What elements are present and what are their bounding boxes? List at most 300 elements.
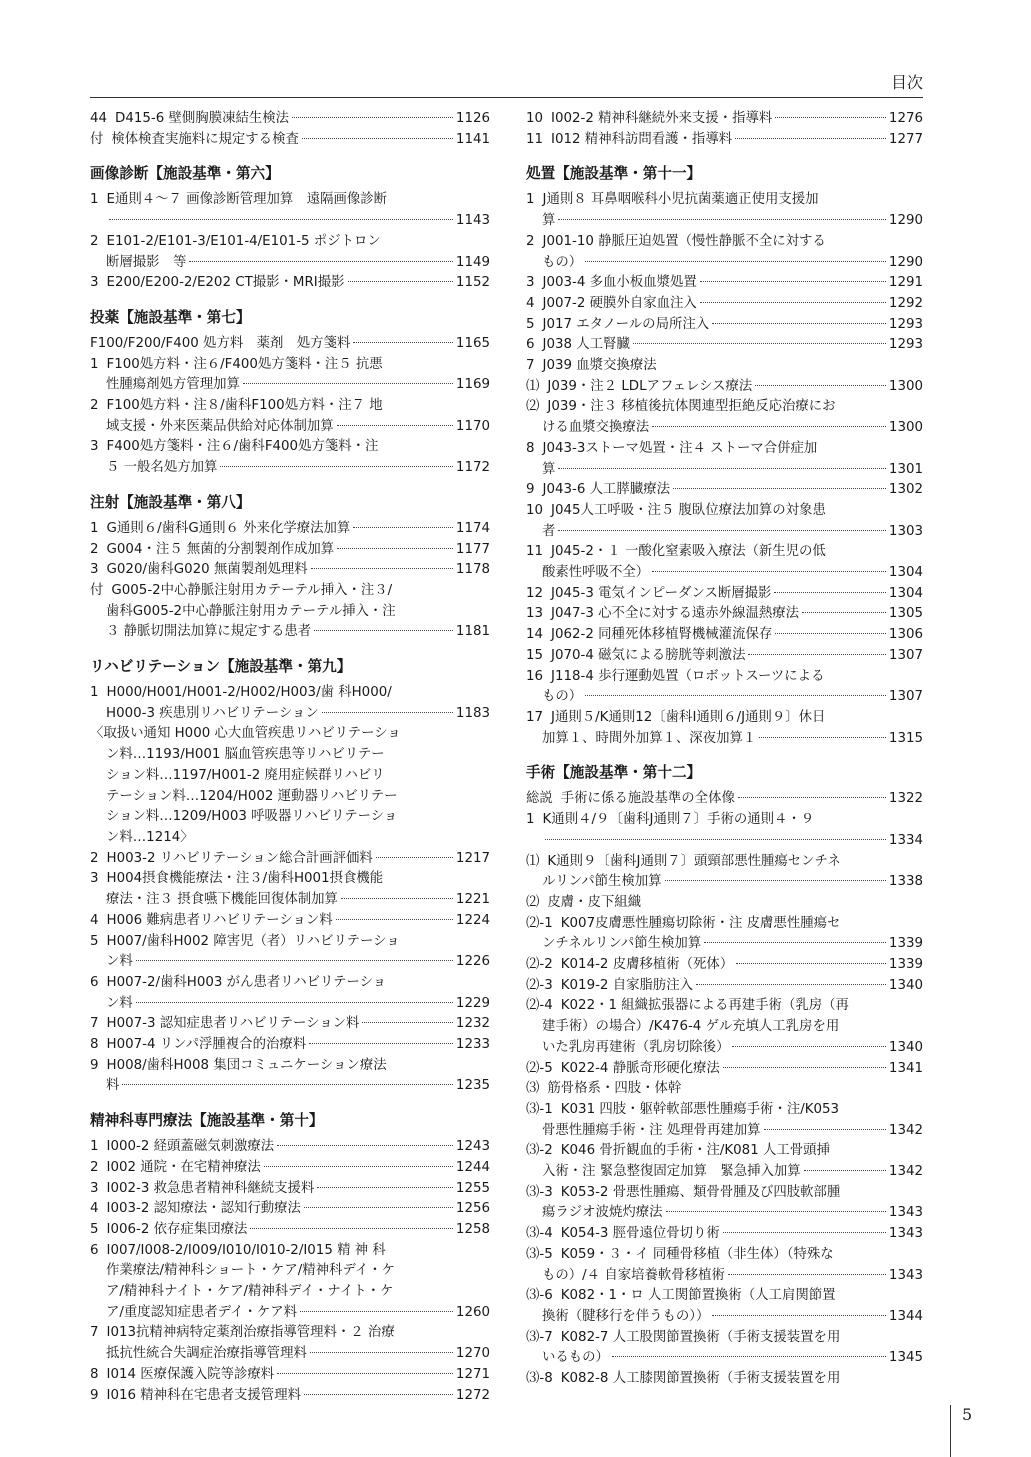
entry-title: ア/精神科ナイト・ケア/精神科デイ・ナイト・ケ	[106, 1284, 394, 1300]
entry-number: ⑵-5	[526, 1060, 553, 1076]
dot-leader	[712, 323, 886, 324]
entry-number: 9	[90, 1387, 99, 1403]
entry-title: H007-3 認知症患者リハビリテーション料	[106, 1016, 360, 1032]
entry-page: 1334	[888, 832, 923, 848]
dot-leader	[264, 1166, 453, 1167]
entry-number: 付	[90, 582, 104, 598]
dot-leader	[362, 1022, 453, 1023]
entry-page: 1304	[888, 585, 923, 601]
entry-title: F400処方箋料・注６/歯科F400処方箋料・注	[106, 439, 379, 455]
toc-entry	[526, 1286, 923, 1307]
entry-page: 1271	[455, 1366, 490, 1382]
entry-number: ⑶-6	[526, 1288, 553, 1304]
entry-title: D415-6 壁側胸膜凍結生検法	[115, 111, 290, 126]
dot-leader	[558, 468, 886, 469]
entry-title: J038 人工腎臓	[542, 337, 630, 353]
entry-title: いた乳房再建術（乳房切除後）	[542, 1039, 730, 1055]
section-heading: 画像診断【施設基準・第六】	[90, 165, 280, 183]
entry-page: 1260	[455, 1304, 490, 1320]
entry-page: 1342	[888, 1164, 923, 1180]
toc-entry	[526, 315, 923, 336]
entry-number: 1	[90, 520, 99, 536]
entry-number: 5	[90, 1221, 99, 1237]
entry-title: J039・注２ LDLアフェレシス療法	[547, 378, 753, 394]
entry-number: 6	[90, 1242, 99, 1258]
toc-entry	[526, 1141, 923, 1162]
entry-title: ルリンパ節生検加算	[542, 874, 662, 890]
entry-title: E通則４～７ 画像診断管理加算 遠隔画像診断	[106, 192, 388, 208]
entry-number: ⑵-4	[526, 998, 553, 1014]
dot-leader	[337, 548, 453, 549]
footer-rule	[950, 1405, 951, 1457]
entry-title: I007/I008-2/I009/I010/I010-2/I015 精 神 科	[106, 1242, 386, 1258]
entry-page: 1178	[455, 562, 490, 578]
toc-entry	[526, 294, 923, 315]
entry-number: 4	[90, 912, 99, 928]
entry-page: 1341	[888, 1060, 923, 1076]
dot-leader	[759, 737, 886, 738]
toc-entry	[90, 683, 490, 704]
dot-leader	[723, 1067, 886, 1068]
dot-leader	[775, 117, 886, 118]
dot-leader	[317, 1187, 453, 1188]
entry-number: ⑶-5	[526, 1246, 553, 1262]
toc-entry	[90, 787, 490, 808]
dot-leader	[304, 1394, 453, 1395]
toc-entry	[90, 253, 490, 274]
entry-number: 14	[526, 627, 544, 643]
dot-leader	[802, 612, 886, 613]
entry-number: 2	[90, 1159, 99, 1175]
dot-leader	[545, 839, 886, 840]
dot-leader	[311, 568, 453, 569]
toc-entry	[90, 334, 490, 355]
toc-entry	[526, 1369, 923, 1390]
entry-number: 9	[526, 482, 535, 498]
toc-entry	[526, 1038, 923, 1059]
toc-entry	[526, 418, 923, 439]
entry-title: 建手術）の場合）/K476-4 ゲル充填人工乳房を用	[542, 1019, 840, 1035]
entry-page: 1141	[455, 131, 490, 147]
dot-leader	[558, 530, 886, 531]
entry-title: 酸素性呼吸不全）	[542, 565, 650, 581]
section-heading: 注射【施設基準・第八】	[90, 493, 251, 511]
toc-entry	[526, 667, 923, 688]
entry-title: ン料	[106, 954, 133, 970]
dot-leader	[804, 1170, 886, 1171]
toc-entry	[90, 396, 490, 417]
dot-leader	[309, 1043, 453, 1044]
entry-page: 1126	[455, 111, 490, 126]
entry-title: 作業療法/精神科ショート・ケア/精神科デイ・ケ	[106, 1263, 396, 1279]
entry-title: J062-2 同種死体移植腎機械灌流保存	[551, 627, 773, 643]
entry-page: 1170	[455, 418, 490, 434]
entry-title: ション料…1209/H003 呼吸器リハビリテーショ	[106, 809, 398, 825]
toc-entry	[90, 273, 490, 294]
entry-title: K022・1 組織拡張器による再建手術（乳房（再	[560, 998, 849, 1014]
entry-page: 1315	[888, 730, 923, 746]
entry-title: 断層撮影 等	[106, 254, 187, 270]
toc-entry	[526, 439, 923, 460]
entry-title: 換術（腱移行を伴うもの））	[542, 1308, 710, 1324]
entry-title: ション料…1197/H001-2 廃用症候群リハビリ	[106, 767, 385, 783]
toc-entry	[90, 1282, 490, 1303]
entry-title: J043-6 人工膵臓療法	[542, 482, 670, 498]
entry-number: 総説	[526, 791, 553, 807]
entry-title: K通則９〔歯科J通則７〕頭頸部悪性腫瘍センチネ	[547, 853, 841, 869]
dot-leader	[738, 797, 886, 798]
entry-number: 8	[90, 1037, 99, 1053]
entry-page: 1303	[888, 523, 923, 539]
dot-leader	[243, 383, 453, 384]
entry-title: J043-3ストーマ処置・注４ ストーマ合併症加	[542, 440, 818, 456]
entry-number: ⑶-3	[526, 1184, 553, 1200]
entry-number: 44	[90, 111, 108, 126]
entry-title: K031 四肢・躯幹軟部悪性腫瘍手術・注/K053	[560, 1101, 840, 1117]
toc-entry	[90, 622, 490, 643]
toc-entry	[526, 1017, 923, 1038]
toc-entry	[90, 232, 490, 253]
entry-title: K054-3 脛骨遠位骨切り術	[560, 1226, 720, 1242]
entry-title: 料	[106, 1078, 120, 1094]
toc-entry	[90, 807, 490, 828]
section-heading: 投薬【施設基準・第七】	[90, 308, 251, 326]
entry-title: ア/重度認知症患者デイ・ケア料	[106, 1304, 298, 1320]
entry-title: K014-2 皮膚移植術（死体）	[560, 957, 734, 973]
entry-title: I013抗精神病特定薬剤治療指導管理料・２ 治療	[106, 1325, 395, 1341]
toc-entry	[90, 1303, 490, 1324]
toc-entry	[90, 560, 490, 581]
toc-entry	[90, 581, 490, 602]
entry-title: 皮膚・皮下組織	[547, 894, 642, 910]
entry-title: H000-3 疾患別リハビリテーション	[106, 705, 319, 721]
toc-entry	[526, 335, 923, 356]
dot-leader	[277, 1373, 453, 1374]
entry-number: 9	[90, 1057, 99, 1073]
entry-page: 1174	[455, 520, 490, 536]
toc-entry	[90, 211, 490, 232]
entry-page: 1235	[455, 1078, 490, 1094]
entry-number: 2	[90, 398, 99, 414]
entry-title: J039 血漿交換療法	[542, 358, 657, 374]
dot-leader	[322, 712, 453, 713]
dot-leader	[277, 1145, 453, 1146]
entry-page: 1221	[455, 892, 490, 908]
toc-entry	[526, 708, 923, 729]
entry-title: もの）	[542, 254, 583, 270]
dot-leader	[736, 963, 886, 964]
entry-page: 1345	[888, 1350, 923, 1366]
entry-number: 7	[526, 358, 535, 374]
entry-number: ⑶-7	[526, 1329, 553, 1345]
entry-title: ５ 一般名処方加算	[106, 460, 218, 476]
entry-page: 1340	[888, 977, 923, 993]
entry-page: 1304	[888, 565, 923, 581]
entry-number: 17	[526, 709, 544, 725]
entry-title: J017 エタノールの局所注入	[542, 316, 710, 332]
dot-leader	[652, 571, 886, 572]
dot-leader	[585, 695, 886, 696]
entry-title: K007皮膚悪性腫瘍切除術・注 皮膚悪性腫瘍セ	[560, 915, 841, 931]
toc-entry	[90, 1344, 490, 1365]
entry-title: ン料…1193/H001 脳血管疾患等リハビリテー	[106, 747, 385, 763]
toc-entry	[526, 1162, 923, 1183]
toc-entry	[526, 109, 923, 130]
dot-leader	[728, 1274, 886, 1275]
entry-title: もの）	[542, 689, 583, 705]
toc-entry	[526, 872, 923, 893]
toc-entry	[526, 625, 923, 646]
entry-title: I016 精神科在宅患者支援管理料	[106, 1387, 301, 1403]
entry-page: 1183	[455, 705, 490, 721]
dot-leader	[748, 654, 885, 655]
section-heading: 処置【施設基準・第十一】	[526, 165, 702, 183]
entry-number: ⑵-2	[526, 957, 553, 973]
toc-entry	[526, 460, 923, 481]
toc-entry	[526, 253, 923, 274]
toc-entry	[90, 109, 490, 130]
entry-title: H003-2 リハビリテーション総合計画評価料	[106, 850, 373, 866]
toc-entry	[90, 417, 490, 438]
entry-title: 抵抗性統合失調症治療指導管理料	[106, 1346, 307, 1362]
entry-page: 1342	[888, 1122, 923, 1138]
entry-title: もの）/４ 自家培養軟骨移植術	[542, 1267, 725, 1283]
entry-title: J001-10 静脈圧迫処置（慢性静脈不全に対する	[542, 233, 826, 249]
entry-page: 1270	[455, 1346, 490, 1362]
toc-entry	[90, 190, 490, 211]
toc-entry	[90, 1323, 490, 1344]
entry-title: 〈取扱い通知 H000 心大血管疾患リハビリテーショ	[90, 726, 401, 742]
dot-leader	[673, 488, 886, 489]
entry-title: H000/H001/H001-2/H002/H003/歯 科H000/	[106, 685, 392, 701]
entry-page: 1306	[888, 627, 923, 643]
entry-page: 1301	[888, 461, 923, 477]
entry-title: E101-2/E101-3/E101-4/E101-5 ポジトロン	[106, 233, 381, 249]
entry-page: 1233	[455, 1037, 490, 1053]
dot-leader	[764, 1129, 886, 1130]
entry-page: 1293	[888, 316, 923, 332]
entry-page: 1276	[888, 111, 923, 126]
toc-entry	[90, 458, 490, 479]
toc-entry	[526, 1079, 923, 1100]
toc-entry	[526, 356, 923, 377]
toc-entry	[90, 1014, 490, 1035]
entry-title: I002-2 精神科継続外来支援・指導料	[551, 111, 773, 126]
toc-entry	[90, 1158, 490, 1179]
entry-title: H008/歯科H008 集団コミュニケーション療法	[106, 1057, 387, 1073]
entry-title: 域支援・外来医薬品供給対応体制加算	[106, 418, 334, 434]
entry-page: 1258	[455, 1221, 490, 1237]
dot-leader	[612, 1356, 886, 1357]
entry-number: 16	[526, 668, 544, 684]
entry-number: 1	[90, 356, 99, 372]
entry-page: 1292	[888, 295, 923, 311]
toc-entry	[526, 687, 923, 708]
entry-title: J045人工呼吸・注５ 腹臥位療法加算の対象患	[551, 502, 826, 518]
entry-page: 1343	[888, 1205, 923, 1221]
entry-number: 1	[90, 1139, 99, 1155]
entry-page: 1340	[888, 1039, 923, 1055]
toc-entry	[90, 1137, 490, 1158]
entry-page: 1226	[455, 954, 490, 970]
entry-number: 2	[90, 233, 99, 249]
dot-leader	[353, 342, 453, 343]
entry-page: 1300	[888, 420, 923, 436]
toc-left-column	[90, 109, 490, 1406]
toc-right-column	[526, 109, 923, 1390]
toc-entry	[90, 932, 490, 953]
entry-page: 1305	[888, 606, 923, 622]
entry-title: J通則５/K通則12〔歯科I通則６/J通則９〕休日	[551, 709, 826, 725]
dot-leader	[136, 1002, 453, 1003]
section-heading: 手術【施設基準・第十二】	[526, 764, 702, 782]
entry-title: 骨悪性腫瘍手術・注 処理骨再建加算	[542, 1122, 761, 1138]
toc-entry	[526, 232, 923, 253]
entry-title: ン料…1214〉	[106, 829, 194, 845]
dot-leader	[755, 385, 886, 386]
entry-title: G004・注５ 無菌的分割製剤作成加算	[106, 541, 335, 557]
entry-title: I002 通院・在宅精神療法	[106, 1159, 261, 1175]
entry-number: 11	[526, 131, 544, 147]
toc-entry	[526, 831, 923, 852]
toc-entry	[526, 130, 923, 151]
toc-entry	[90, 952, 490, 973]
entry-title: J007-2 硬膜外自家血注入	[542, 295, 697, 311]
entry-number: 4	[90, 1201, 99, 1217]
entry-title: ける血漿交換療法	[542, 420, 650, 436]
entry-page: 1291	[888, 275, 923, 291]
toc-entry	[90, 355, 490, 376]
toc-entry	[526, 1328, 923, 1349]
toc-entry	[526, 1100, 923, 1121]
toc-entry	[526, 480, 923, 501]
entry-title: 算	[542, 461, 556, 477]
toc-entry	[526, 563, 923, 584]
entry-page: 1272	[455, 1387, 490, 1403]
entry-page: 1339	[888, 936, 923, 952]
toc-entry	[90, 745, 490, 766]
toc-entry	[90, 1365, 490, 1386]
entry-number: ⑵-3	[526, 977, 553, 993]
entry-page: 1302	[888, 482, 923, 498]
dot-leader	[774, 592, 885, 593]
dot-leader	[652, 426, 886, 427]
dot-leader	[341, 898, 453, 899]
toc-entry	[90, 704, 490, 725]
entry-title: 者	[542, 523, 556, 539]
dot-leader	[666, 1211, 886, 1212]
toc-entry	[526, 1245, 923, 1266]
toc-entry	[526, 1224, 923, 1245]
toc-entry	[526, 934, 923, 955]
toc-entry	[90, 994, 490, 1015]
entry-title: G通則６/歯科G通則６ 外来化学療法加算	[106, 520, 351, 536]
toc-entry	[90, 828, 490, 849]
entry-number: 3	[526, 275, 535, 291]
entry-page: 1307	[888, 647, 923, 663]
dot-leader	[700, 281, 886, 282]
entry-title: ン料	[106, 995, 133, 1011]
entry-title: H006 難病患者リハビリテーション料	[106, 912, 333, 928]
entry-title: F100処方料・注６/F400処方箋料・注５ 抗悪	[106, 356, 383, 372]
header-title: 目次	[890, 73, 923, 92]
dot-leader	[704, 942, 886, 943]
entry-title: 算	[542, 213, 556, 229]
entry-number: 7	[90, 1016, 99, 1032]
toc-entry	[526, 397, 923, 418]
entry-page: 1307	[888, 689, 923, 705]
dot-leader	[585, 261, 886, 262]
entry-number: 付	[90, 131, 104, 147]
toc-entry	[526, 1121, 923, 1142]
dot-leader	[558, 219, 886, 220]
section-heading: 精神科専門療法【施設基準・第十】	[90, 1112, 324, 1130]
toc-entry	[526, 377, 923, 398]
toc-entry	[90, 766, 490, 787]
entry-page: 1243	[455, 1139, 490, 1155]
dot-leader	[300, 1311, 453, 1312]
entry-title: K022-4 静脈奇形硬化療法	[560, 1060, 720, 1076]
page-number: 5	[962, 1405, 973, 1424]
entry-title: K053-2 骨悪性腫瘍、類骨骨腫及び四肢軟部腫	[560, 1184, 841, 1200]
toc-entry	[90, 519, 490, 540]
toc-entry	[526, 542, 923, 563]
entry-title: H007/歯科H002 障害児（者）リハビリテーショ	[106, 933, 400, 949]
toc-entry	[90, 1035, 490, 1056]
toc-entry	[526, 1266, 923, 1287]
entry-title: ３ 静脈切開法加算に規定する患者	[106, 624, 312, 640]
entry-title: I002-3 救急患者精神科継続支援料	[106, 1180, 315, 1196]
entry-page: 1255	[455, 1180, 490, 1196]
entry-number: ⑵	[526, 894, 540, 910]
dot-leader	[220, 466, 453, 467]
dot-leader	[712, 1315, 886, 1316]
entry-page: 1338	[888, 874, 923, 890]
entry-page: 1149	[455, 254, 490, 270]
entry-number: 3	[90, 275, 99, 291]
toc-entry	[90, 1199, 490, 1220]
toc-entry	[90, 869, 490, 890]
entry-page: 1277	[888, 131, 923, 147]
entry-title: E200/E200-2/E202 CT撮影・MRI撮影	[106, 275, 345, 291]
entry-title: J045-3 電気インピーダンス断層撮影	[551, 585, 772, 601]
toc-entry	[526, 273, 923, 294]
entry-number: 8	[526, 440, 535, 456]
entry-title: J047-3 心不全に対する遠赤外線温熱療法	[551, 606, 800, 622]
entry-title: 加算１、時間外加算１、深夜加算１	[542, 730, 757, 746]
entry-title: 療法・注３ 摂食嚥下機能回復体制加算	[106, 892, 338, 908]
entry-title: 歯科G005-2中心静脈注射用カテーテル挿入・注	[106, 603, 396, 619]
entry-number: 10	[526, 502, 544, 518]
entry-page: 1344	[888, 1308, 923, 1324]
entry-page: 1165	[455, 335, 490, 351]
toc-entry	[90, 437, 490, 458]
entry-page: 1169	[455, 377, 490, 393]
toc-entry	[90, 540, 490, 561]
entry-number: 1	[526, 812, 535, 828]
entry-title: J070-4 磁気による膀胱等刺激法	[551, 647, 746, 663]
entry-title: H007-2/歯科H003 がん患者リハビリテーショ	[106, 974, 387, 990]
entry-title: G005-2中心静脈注射用カテーテル挿入・注３/	[111, 582, 393, 598]
entry-number: 10	[526, 111, 544, 126]
entry-number: 12	[526, 585, 544, 601]
entry-title: 手術に係る施設基準の全体像	[560, 791, 735, 807]
entry-number: 7	[90, 1325, 99, 1341]
entry-title: J118-4 歩行運動処置（ロボットスーツによる	[551, 668, 825, 684]
entry-title: K通則４/９〔歯科J通則７〕手術の通則４・９	[542, 812, 815, 828]
entry-page: 1217	[455, 850, 490, 866]
entry-number: 1	[90, 685, 99, 701]
